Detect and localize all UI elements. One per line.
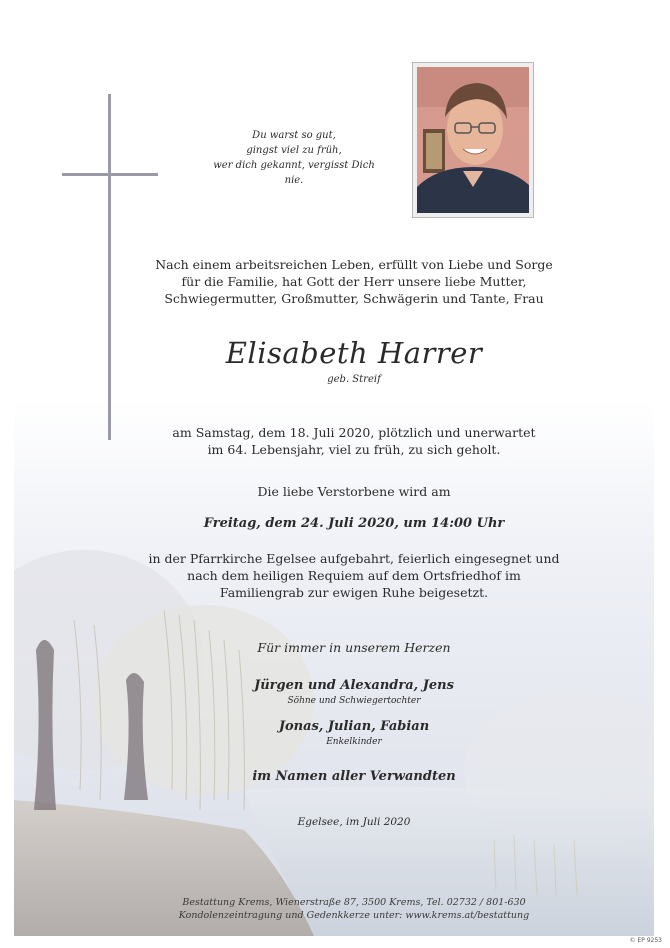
verse-line: wer dich gekannt, vergisst Dich nie. [213,160,375,186]
verse-line: Du warst so gut, [252,130,336,141]
ceremony-announcement: Die liebe Verstorbene wird am [257,484,451,499]
portrait-photo [412,62,534,218]
deceased-name: Elisabeth Harrer [225,336,483,370]
intro-text [134,256,574,307]
footer-condolence: Kondolenzeintragung und Gedenkkerze unter: www.krems.at/bestattung [178,910,530,921]
print-code: © EP 9253 [629,937,662,944]
ceremony-details [134,550,574,601]
verse-line: gingst viel zu früh, [246,145,342,156]
memorial-verse [204,128,384,188]
relatives-line: im Namen aller Verwandten [252,769,456,784]
death-notice [134,424,574,458]
mourners-heading: Für immer in unserem Herzen [257,640,451,655]
death-line: im 64. Lebensjahr, viel zu früh, zu sich geholt. [207,442,501,457]
intro-line: für die Familie, hat Gott der Herr unsere liebe Mutter, [181,274,527,289]
place-date-signature: Egelsee, im Juli 2020 [297,816,411,828]
parte-page [14,10,654,936]
ceremony-date: Freitag, dem 24. Juli 2020, um 14:00 Uhr [203,516,505,531]
cross-vertical-bar [108,94,111,440]
mourners-group-names: Jonas, Julian, Fabian [278,719,430,734]
cross-horizontal-bar [62,173,158,176]
footer-address: Bestattung Krems, Wienerstraße 87, 3500 Krems, Tel. 02732 / 801-630 [182,897,526,908]
portrait-image [417,67,529,213]
intro-line: Nach einem arbeitsreichen Leben, erfüllt von Liebe und Sorge [155,257,553,272]
death-line: am Samstag, dem 18. Juli 2020, plötzlich und unerwartet [172,425,536,440]
birth-name: geb. Streif [327,374,381,385]
ceremony-line: in der Pfarrkirche Egelsee aufgebahrt, feierlich eingesegnet und [148,551,560,566]
ceremony-line: Familiengrab zur ewigen Ruhe beigesetzt. [219,585,489,600]
intro-line: Schwiegermutter, Großmutter, Schwägerin und Tante, Frau [164,291,544,306]
mourners-group-relation: Enkelkinder [326,737,382,747]
funeral-home-footer [134,896,574,922]
mourners-group-names: Jürgen und Alexandra, Jens [254,678,454,693]
mourners-group-relation: Söhne und Schwiegertochter [287,696,421,706]
ceremony-line: nach dem heiligen Requiem auf dem Ortsfriedhof im [187,568,521,583]
